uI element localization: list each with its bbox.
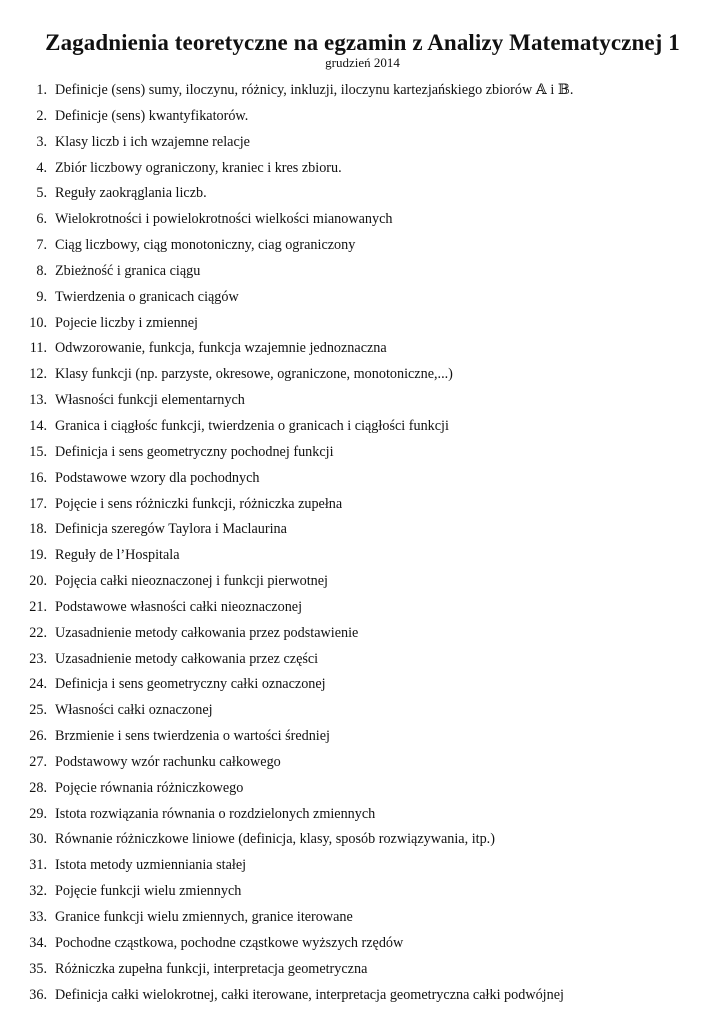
- topic-item: [0, 828, 725, 854]
- topic-item: [0, 673, 725, 699]
- topic-text: Uzasadnienie metody całkowania przez podstawienie: [55, 624, 359, 641]
- topic-text: Reguły de l’Hospitala: [55, 547, 180, 564]
- topic-number: 8.: [36, 262, 47, 279]
- topic-item: [0, 105, 725, 131]
- topic-number: 18.: [29, 521, 47, 538]
- topic-number: 3.: [36, 133, 47, 150]
- topic-text: Istota rozwiązania równania o rozdzielonych zmiennych: [55, 805, 376, 822]
- topic-number: 11.: [29, 340, 47, 357]
- topic-text: Definicje (sens) sumy, iloczynu, różnicy, inkluzji, iloczynu kartezjańskiego zbiorów 𝔸 i 𝔹.: [55, 82, 574, 98]
- topic-item: [0, 544, 725, 570]
- topic-item: [0, 260, 725, 286]
- topic-text: Uzasadnienie metody całkowania przez części: [55, 650, 319, 667]
- topic-text: Pojęcie równania różniczkowego: [55, 779, 244, 796]
- topic-number: 10.: [29, 314, 47, 331]
- topic-text: Pojęcie i sens różniczki funkcji, różniczka zupełna: [55, 495, 343, 512]
- topic-item: [0, 958, 725, 984]
- topic-text: Granice funkcji wielu zmiennych, granice iterowane: [55, 909, 353, 925]
- topic-number: 35.: [29, 960, 47, 977]
- topic-item: [0, 79, 725, 105]
- topic-number: 2.: [36, 107, 47, 124]
- topic-text: Klasy liczb i ich wzajemne relacje: [55, 133, 250, 150]
- topic-item: [0, 880, 725, 906]
- topic-item: [0, 596, 725, 622]
- topic-item: [0, 622, 725, 648]
- topic-number: 4.: [36, 159, 47, 176]
- topic-number: 12.: [29, 366, 47, 383]
- topic-item: [0, 854, 725, 880]
- topic-text: Definicja i sens geometryczny całki oznaczonej: [55, 676, 326, 693]
- topic-item: [0, 648, 725, 674]
- topic-item: [0, 932, 725, 958]
- topic-list: [0, 79, 725, 1009]
- topic-text: Definicja i sens geometryczny pochodnej funkcji: [55, 443, 334, 460]
- topic-text: Własności całki oznaczonej: [55, 702, 213, 719]
- topic-text: Równanie różniczkowe liniowe (definicja, klasy, sposób rozwiązywania, itp.): [55, 831, 495, 848]
- topic-text: Definicja szeregów Taylora i Maclaurina: [55, 521, 287, 538]
- topic-item: [0, 312, 725, 338]
- topic-item: [0, 157, 725, 183]
- topic-number: 9.: [36, 288, 47, 305]
- topic-number: 21.: [29, 598, 47, 615]
- topic-number: 30.: [29, 831, 47, 848]
- topic-item: [0, 906, 725, 932]
- topic-text: Pojęcie funkcji wielu zmiennych: [55, 883, 242, 900]
- topic-text: Ciąg liczbowy, ciąg monotoniczny, ciag ograniczony: [55, 237, 356, 254]
- topic-text: Brzmienie i sens twierdzenia o wartości średniej: [55, 728, 330, 745]
- topic-item: [0, 182, 725, 208]
- topic-text: Definicja całki wielokrotnej, całki iterowane, interpretacja geometryczna całki podwójnej: [55, 986, 564, 1003]
- topic-item: [0, 570, 725, 596]
- topic-number: 28.: [29, 779, 47, 796]
- topic-number: 26.: [29, 728, 47, 745]
- topic-text: Granica i ciągłośc funkcji, twierdzenia o granicach i ciągłości funkcji: [55, 417, 449, 434]
- topic-number: 27.: [29, 753, 47, 770]
- topic-text: Zbieżność i granica ciągu: [55, 262, 201, 279]
- topic-item: [0, 518, 725, 544]
- document-date: grudzień 2014: [325, 55, 400, 70]
- topic-text: Pochodne cząstkowa, pochodne cząstkowe wyższych rzędów: [55, 934, 404, 951]
- topic-number: 6.: [36, 211, 47, 228]
- topic-item: [0, 415, 725, 441]
- topic-item: [0, 363, 725, 389]
- topic-number: 1.: [36, 82, 47, 98]
- topic-number: 32.: [29, 883, 47, 900]
- topic-item: [0, 337, 725, 363]
- topic-text: Własności funkcji elementarnych: [55, 392, 245, 409]
- topic-text: Wielokrotności i powielokrotności wielkości mianowanych: [55, 211, 393, 228]
- topic-number: 5.: [36, 185, 47, 202]
- document-title: Zagadnienia teoretyczne na egzamin z Analizy Matematycznej 1: [45, 30, 680, 55]
- topic-item: [0, 699, 725, 725]
- topic-text: Podstawowy wzór rachunku całkowego: [55, 753, 281, 770]
- topic-item: [0, 234, 725, 260]
- topic-text: Różniczka zupełna funkcji, interpretacja geometryczna: [55, 960, 368, 977]
- topic-item: [0, 286, 725, 312]
- topic-item: [0, 467, 725, 493]
- topic-number: 36.: [29, 986, 47, 1003]
- topic-number: 17.: [29, 495, 47, 512]
- topic-number: 13.: [29, 392, 47, 409]
- topic-text: Zbiór liczbowy ograniczony, kraniec i kres zbioru.: [55, 159, 342, 176]
- topic-number: 14.: [29, 417, 47, 434]
- topic-item: [0, 984, 725, 1010]
- topic-item: [0, 441, 725, 467]
- topic-item: [0, 208, 725, 234]
- topic-text: Pojęcia całki nieoznaczonej i funkcji pierwotnej: [55, 573, 328, 590]
- topic-text: Klasy funkcji (np. parzyste, okresowe, ograniczone, monotoniczne,...): [55, 366, 453, 383]
- topic-text: Odwzorowanie, funkcja, funkcja wzajemnie jednoznaczna: [55, 340, 387, 357]
- topic-item: [0, 803, 725, 829]
- topic-text: Twierdzenia o granicach ciągów: [55, 288, 239, 305]
- topic-item: [0, 493, 725, 519]
- topic-text: Istota metody uzmienniania stałej: [55, 857, 247, 874]
- topic-number: 23.: [29, 650, 47, 667]
- topic-item: [0, 725, 725, 751]
- topic-text: Podstawowe wzory dla pochodnych: [55, 469, 260, 486]
- topic-number: 15.: [29, 443, 47, 460]
- topic-text: Pojecie liczby i zmiennej: [55, 314, 199, 331]
- topic-text: Podstawowe własności całki nieoznaczonej: [55, 598, 303, 615]
- topic-number: 29.: [29, 805, 47, 822]
- topic-number: 31.: [29, 857, 47, 874]
- topic-number: 20.: [29, 573, 47, 590]
- topic-text: Definicje (sens) kwantyfikatorów.: [55, 107, 249, 124]
- topic-item: [0, 131, 725, 157]
- topic-item: [0, 751, 725, 777]
- topic-number: 33.: [29, 909, 47, 925]
- topic-item: [0, 389, 725, 415]
- topic-number: 34.: [29, 934, 47, 951]
- topic-number: 7.: [36, 237, 47, 254]
- topic-number: 24.: [29, 676, 47, 693]
- topic-item: [0, 777, 725, 803]
- topic-number: 25.: [29, 702, 47, 719]
- topic-text: Reguły zaokrąglania liczb.: [55, 185, 207, 202]
- topic-number: 19.: [29, 547, 47, 564]
- topic-number: 22.: [29, 624, 47, 641]
- topic-number: 16.: [29, 469, 47, 486]
